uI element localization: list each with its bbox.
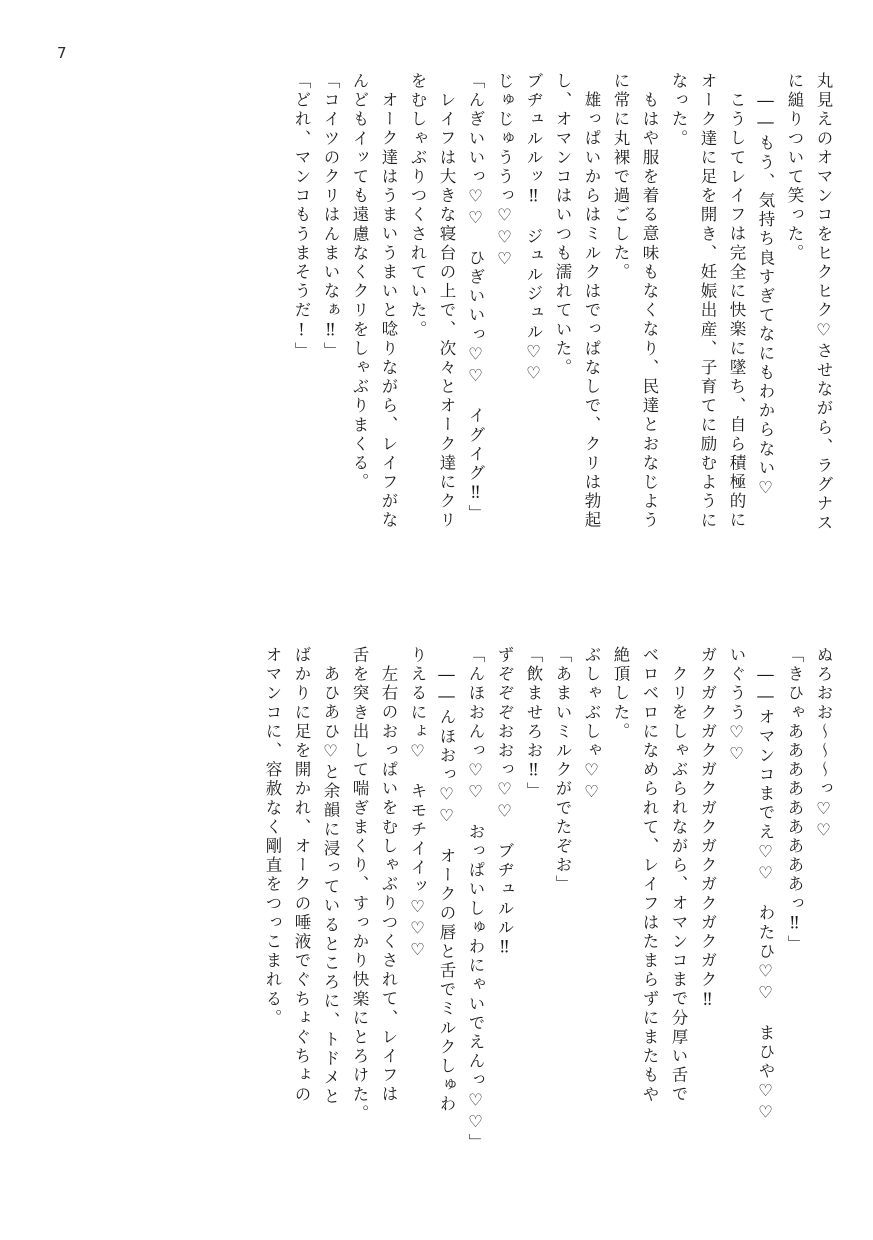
- text-column: ずぞぞぞおおっ♡♡ ブヂュルル‼: [495, 646, 514, 960]
- text-column: レイフは大きな寝台の上で、次々とオーク達にクリ: [437, 91, 456, 531]
- text-column: をむしゃぶりつくされていた。: [408, 72, 427, 340]
- text-column: 「飲ませろお‼」: [524, 646, 543, 802]
- text-column: なった。: [669, 72, 688, 149]
- text-column: 「んぎいいっ♡♡ ひぎいいっ♡♡ イグイグ‼」: [466, 72, 485, 524]
- text-column: ぶしゃぶしゃ♡♡: [582, 646, 601, 804]
- text-column: あひあひ♡と余韻に浸っているところに、トドメと: [321, 665, 340, 1107]
- text-column: ばかりに足を開かれ、オークの唾液でぐちょぐちょの: [292, 646, 311, 1105]
- text-column: ベロベロになめられて、レイフはたまらずにまたもや: [640, 646, 659, 1105]
- text-column: 「コイツのクリはんまいなぁ‼」: [321, 72, 340, 361]
- text-column: 「どれ、マンコもうまそうだ!」: [292, 72, 311, 361]
- text-column: 絶頂した。: [611, 646, 630, 742]
- text-column: じゅじゅううっ♡♡♡: [495, 72, 514, 271]
- text-column: いぐうう♡♡: [727, 646, 746, 766]
- text-column: 舌を突き出して喘ぎまくり、すっかり快楽にとろけた。: [350, 646, 369, 1124]
- text-column: りえるにょ♡ キモチイイッ♡♡♡: [408, 646, 427, 962]
- text-column: 「きひゃあああああああああっ‼」: [785, 646, 804, 955]
- text-column: に縋りついて笑った。: [785, 72, 804, 263]
- text-column: ガクガクガクガクガクガクガクガクガク‼: [698, 646, 717, 1012]
- text-column: ブヂュルルッ‼ ジュルジュル♡♡: [524, 72, 543, 386]
- text-column: し、オマンコはいつも濡れていた。: [553, 72, 572, 378]
- text-column: オーク達に足を開き、妊娠出産、子育てに励むように: [698, 72, 717, 531]
- text-column: こうしてレイフは完全に快楽に墜ち、自ら積極的に: [727, 91, 746, 531]
- text-column: ――もう、気持ち良すぎてなにもわからない♡: [756, 91, 775, 500]
- text-column: 「んほおんっ♡♡ おっぱいしゅわにゃいでえんっ♡♡」: [466, 646, 485, 1153]
- text-column: んどもイッても遠慮なくクリをしゃぶりまくる。: [350, 72, 369, 493]
- page-number: 7: [57, 44, 67, 62]
- text-column: ぬろおお～～～っ♡♡: [814, 646, 833, 842]
- text-column: 「あまいミルクがでたぞお」: [553, 646, 572, 895]
- lower-text-block: [251, 646, 831, 1176]
- text-column: オマンコに、容赦なく剛直をつっこまれる。: [263, 646, 282, 1028]
- text-column: ――オマンコまでえ♡♡ わたひ♡♡ まひや♡♡: [756, 665, 775, 1125]
- upper-text-block: [280, 72, 831, 602]
- text-column: 丸見えのオマンコをヒクヒク♡させながら、ラグナス: [814, 72, 833, 533]
- text-column: オーク達はうまいうまいと唸りながら、レイフがな: [379, 91, 398, 531]
- text-column: もはや服を着る意味もなくなり、民達とおなじよう: [640, 91, 659, 531]
- text-column: に常に丸裸で過ごした。: [611, 72, 630, 283]
- text-column: 雄っぱいからはミルクはでっぱなしで、クリは勃起: [582, 91, 601, 531]
- text-column: 左右のおっぱいをむしゃぶりつくされて、レイフは: [379, 665, 398, 1105]
- text-column: ――んほおっ♡♡ オークの唇と舌でミルクしゅわ: [437, 665, 456, 1115]
- text-column: クリをしゃぶられながら、オマンコまで分厚い舌で: [669, 665, 688, 1105]
